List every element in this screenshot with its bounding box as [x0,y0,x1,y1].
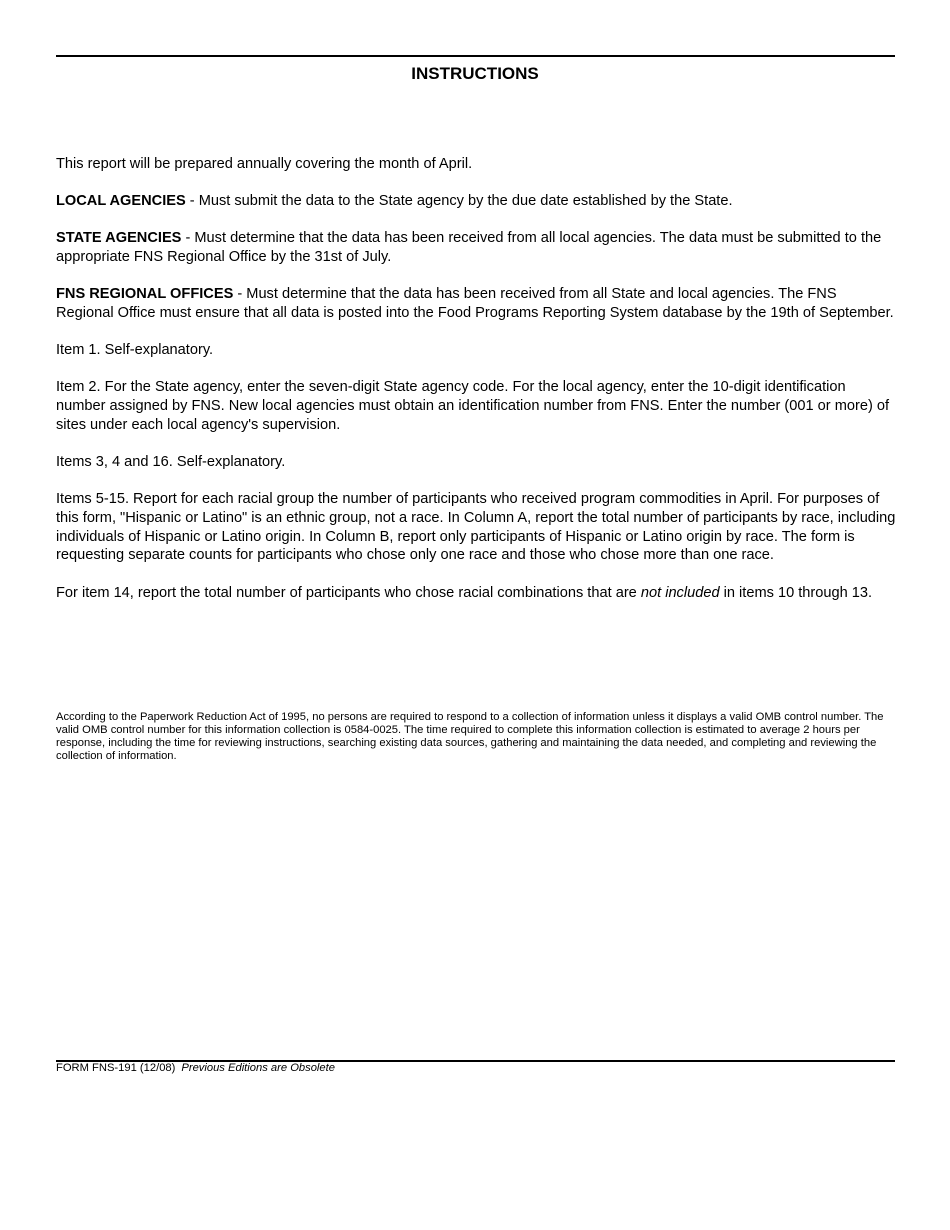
item-14-emphasis: not included [640,584,720,601]
instructions-body [56,155,898,621]
fns-regional-offices-paragraph [56,285,898,322]
item-14-text-start: For item 14, report the total number of participants who chose racial combinations that are [56,584,641,601]
item-1-paragraph: Item 1. Self-explanatory. [56,342,214,359]
items-3-4-16-paragraph: Items 3, 4 and 16. Self-explanatory. [56,454,286,471]
state-agencies-paragraph [56,229,898,266]
fns-regional-offices-heading: FNS REGIONAL OFFICES [56,286,234,303]
fns-regional-offices-text: - Must determine that the data has been received from all State and local agencies. The FNS Regional Office must ensure that all data is posted into the Food Programs Reporting System database by the 19th of September. [56,286,894,322]
item-14-text-end: in items 10 through 13. [719,584,873,601]
paperwork-reduction-notice: According to the Paperwork Reduction Act of 1995, no persons are required to respond to a collection of information unless it displays a valid OMB control number. The valid OMB control number for this information collection is 0584-0025. The time required to complete this information collection is estimated to average 2 hours per response, including the time for reviewing instructions, searching existing data sources, gathering and maintaining the data needed, and completing and reviewing the collection of information. [56,711,884,762]
state-agencies-text: - Must determine that the data has been received from all local agencies. The data must be submitted to the appropriate FNS Regional Office by the 31st of July. [56,230,882,266]
local-agencies-heading: LOCAL AGENCIES [56,193,186,210]
form-footer [56,1062,335,1074]
state-agencies-heading: STATE AGENCIES [56,230,182,247]
top-rule [56,55,895,57]
item-14-paragraph [56,584,898,603]
local-agencies-paragraph [56,192,898,211]
local-agencies-text: - Must submit the data to the State agency by the due date established by the State. [185,193,733,210]
page-title: INSTRUCTIONS [411,64,539,83]
items-5-15-paragraph: Items 5-15. Report for each racial group the number of participants who received program commodities in April. For purposes of this form, "Hispanic or Latino" is an ethnic group, not a race. In Column A, report the total number of participants by race, including individuals of Hispanic or Latino origin. In Column B, report only participants of Hispanic or Latino origin by race. The form is requesting separate counts for participants who chose only one race and those who chose more than one race. [56,491,896,564]
obsolete-note: Previous Editions are Obsolete [181,1062,335,1074]
intro-paragraph: This report will be prepared annually covering the month of April. [56,156,473,172]
form-id: FORM FNS-191 (12/08) [56,1062,176,1074]
item-2-paragraph: Item 2. For the State agency, enter the seven-digit State agency code. For the local agency, enter the 10-digit identification number assigned by FNS. New local agencies must obtain an identification number from FNS. Enter the number (001 or more) of sites under each local agency's supervision. [56,379,890,433]
